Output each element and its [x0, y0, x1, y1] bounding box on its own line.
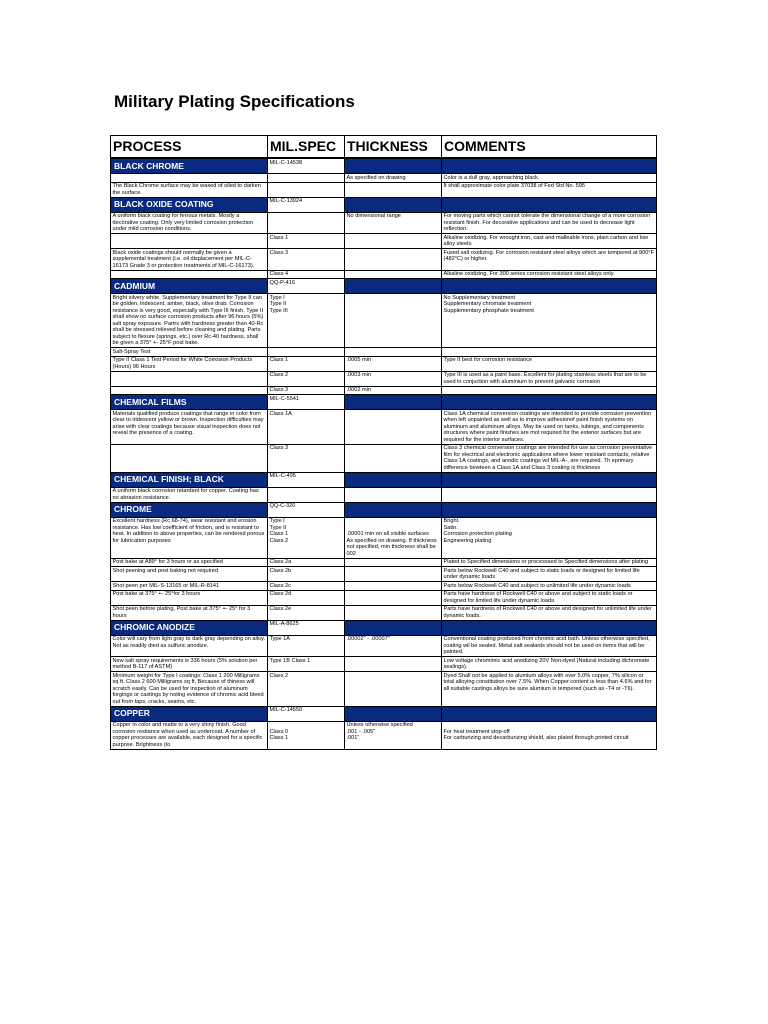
table-row [111, 635, 657, 657]
section-bar [442, 395, 657, 410]
thickness-cell [345, 444, 442, 472]
comments-cell [442, 487, 657, 502]
section-spec: MIL-C-13924 [268, 197, 345, 212]
table-row [111, 657, 657, 672]
comments-cell: Parts have hardness of Rockwell C40 or above and subject to static loads or designed for limited life under dynamic loads. [442, 590, 657, 605]
process-cell: Excellent hardness (Rc 68-74), wear resistant and erosion resistance. Has low coefficient of friction, and is resistant to heat. In addition to above properties, can be rendered porous for lubrication purposes [111, 517, 268, 558]
thickness-cell: .0002 min [345, 386, 442, 395]
table-row [111, 444, 657, 472]
section-bar [442, 158, 657, 174]
process-cell [111, 234, 268, 249]
table-row [111, 672, 657, 707]
section-bar [345, 472, 442, 487]
table-row [111, 410, 657, 445]
process-cell: Shot peen before plating, Post bake at 375° +- 25° for 3 hours [111, 605, 268, 620]
thickness-cell: .00001 min on all visible surfaces As specified on drawing. If thickness not specified, min thickness shall be 002 [345, 517, 442, 558]
spec-cell [268, 174, 345, 183]
process-cell: Minimum weight for Type I coatings: Class 1 200 Milligrams sq ft. Class 2 600 Milligrams sq ft. Because of thiness will scratch easily. Can be used for inspection of aluminum forgings or castings by noting evidence of chromic acid bleed out from taps, cracks, seams, etc. [111, 672, 268, 707]
comments-cell: Parts have hardness of Rockwell C40 or above and designed for unlimited life under dynamic loads. [442, 605, 657, 620]
section-bar [442, 620, 657, 635]
spec-cell: Type I Type II Type III [268, 294, 345, 348]
comments-cell [442, 386, 657, 395]
table-row [111, 182, 657, 197]
section-bar [345, 706, 442, 721]
section-header-row [111, 197, 657, 212]
table-row [111, 590, 657, 605]
spec-cell: Class 2c [268, 582, 345, 591]
thickness-cell [345, 234, 442, 249]
thickness-cell [345, 657, 442, 672]
thickness-cell [345, 270, 442, 279]
comments-cell: Parts below Rockwell C40 and subject to static loads or designed for limited life under dynamic loads [442, 567, 657, 582]
process-cell: A uniform black corrosion retardant for copper. Coating has no abrasion resistance. [111, 487, 268, 502]
section-name: COPPER [111, 706, 268, 721]
thickness-cell [345, 590, 442, 605]
thickness-cell [345, 672, 442, 707]
table-row [111, 294, 657, 348]
table-row [111, 270, 657, 279]
spec-cell [268, 212, 345, 234]
section-bar [345, 502, 442, 517]
process-cell: New salt spray requirements is 336 hours (5% solution per method B-117 of ASTM) [111, 657, 268, 672]
page-title: Military Plating Specifications [114, 92, 355, 111]
spec-body [111, 158, 657, 749]
section-header-row [111, 472, 657, 487]
spec-cell: Class 0 Class 1 [268, 721, 345, 749]
header-comments: COMMENTS [442, 136, 657, 159]
section-spec: MIL-C-14550 [268, 706, 345, 721]
table-row [111, 356, 657, 371]
comments-cell: No Supplementary treatment Supplementary chromate treatment Supplementary phosphate treatment [442, 294, 657, 348]
spec-cell: Class 1A [268, 410, 345, 445]
section-name: BLACK OXIDE COATING [111, 197, 268, 212]
section-header-row [111, 620, 657, 635]
table-row [111, 517, 657, 558]
section-name: CHROME [111, 502, 268, 517]
process-cell: Black oxide coatings should normally be given a supplemental treatment (i.e. oil displacement per MIL-C-16173 Grade 3 or protection treatments of MIL-C-16173). [111, 249, 268, 271]
comments-cell: Dyed Shall not be applied to alumium alloys with over 5.0% copper, 7% silicon or total alloying constitution over 7.5%. When Copper content is less than 4.6% and for all suitable castings alloys be sure alumium is tempered (such as -T4 or -T6). [442, 672, 657, 707]
comments-cell: Plated to Specified dimensions or processsed to Specified dimensions after plating [442, 558, 657, 567]
table-row [111, 721, 657, 749]
process-cell [111, 444, 268, 472]
thickness-cell [345, 294, 442, 348]
section-name: CHEMICAL FILMS [111, 395, 268, 410]
comments-cell: For heat treatment stop-off For carburizing and decarburizing shield, also plated through printed circuit [442, 721, 657, 749]
process-cell: Type II Class 1 Test Period for White Corrosion Products (Hours) 96 Hours [111, 356, 268, 371]
section-spec: QQ-P-416 [268, 279, 345, 294]
process-cell: Post bake at 375° +- 25°for 3 hours [111, 590, 268, 605]
thickness-cell [345, 348, 442, 357]
section-bar [442, 502, 657, 517]
spec-cell: Class 1 [268, 234, 345, 249]
section-header-row [111, 395, 657, 410]
table-row [111, 487, 657, 502]
comments-cell: It shall approximate color plate 37038 of Fed Std No. 595 [442, 182, 657, 197]
spec-cell: Class 3 [268, 444, 345, 472]
section-spec: MIL-C-495 [268, 472, 345, 487]
spec-cell: Type I Type II Class 1 Class 2 [268, 517, 345, 558]
section-header-row [111, 158, 657, 174]
section-bar [345, 279, 442, 294]
thickness-cell: .0005 min [345, 356, 442, 371]
section-spec: MIL-A-8625 [268, 620, 345, 635]
section-bar [442, 197, 657, 212]
table-row [111, 371, 657, 386]
process-cell [111, 371, 268, 386]
table-row [111, 174, 657, 183]
table-row [111, 249, 657, 271]
process-cell: Salt-Spray Test [111, 348, 268, 357]
section-header-row [111, 279, 657, 294]
section-name: CHROMIC ANODIZE [111, 620, 268, 635]
spec-cell: Class 2 [268, 371, 345, 386]
thickness-cell [345, 249, 442, 271]
section-bar [345, 197, 442, 212]
comments-cell: Type III is used as a paint base. Excellent for plating stainless steels that are to be used in conjuction with aluminium to prevent galvanic corrosion [442, 371, 657, 386]
process-cell [111, 174, 268, 183]
spec-cell: Class 2e [268, 605, 345, 620]
process-cell: A uniform black coating for ferrous metals. Mostly a decorative coating. Only very limited corrosion protection under mild corrosion conditions. [111, 212, 268, 234]
thickness-cell [345, 558, 442, 567]
comments-cell: Bright. Satin. Corrosion protection plating Engineering plating [442, 517, 657, 558]
section-name: CHEMICAL FINISH; BLACK [111, 472, 268, 487]
spec-cell: Class 2 [268, 672, 345, 707]
comments-cell: Alkaline oxidizing. For wrought iron, cast and malleable irons, plain carbon and low alloy steels. [442, 234, 657, 249]
process-cell: Post bake at A89° for 3 hours or as specified [111, 558, 268, 567]
section-name: BLACK CHROME [111, 158, 268, 174]
process-cell: Shot peen per MIL-S-13165 or MIL-R-8141 [111, 582, 268, 591]
spec-cell [268, 182, 345, 197]
thickness-cell: Unless otherwise specified .001 - .005" .001" [345, 721, 442, 749]
section-header-row [111, 502, 657, 517]
spec-cell: Class 1 [268, 356, 345, 371]
thickness-cell: .00002" - .00007" [345, 635, 442, 657]
section-header-row [111, 706, 657, 721]
process-cell: Materials qualified produce coatings that range in color from clear to iridescent yellow or brown. Inspection difficulties may arise with clear coatings because visual inspection does not reveal the presence of a coating. [111, 410, 268, 445]
comments-cell: Alkaline oxidizing. For 300 series corrosion resistant steel alloys only. [442, 270, 657, 279]
thickness-cell: No dimensional range [345, 212, 442, 234]
thickness-cell: As specified on drawing [345, 174, 442, 183]
process-cell: Color will cary from light gray to dark gray depending on alloy. Not as readily died as sulfuric anodize. [111, 635, 268, 657]
comments-cell: Type II best for corrosion resistance [442, 356, 657, 371]
section-spec: QQ-C-320 [268, 502, 345, 517]
spec-cell: Class 2b [268, 567, 345, 582]
comments-cell: Conventional coating produced from chromic acid bath. Unless otherwise specified, coating wil be sealed. Metal salt sealants should not be used on items that will be painted. [442, 635, 657, 657]
thickness-cell [345, 605, 442, 620]
comments-cell: For moving parts which cannot tolerate the dimensional change of a more corrosion resistant finish. For decorative applications and can be used to decrease light reflection. [442, 212, 657, 234]
spec-cell: Class 2a [268, 558, 345, 567]
section-name: CADMIUM [111, 279, 268, 294]
thickness-cell [345, 582, 442, 591]
table-row [111, 582, 657, 591]
spec-cell [268, 487, 345, 502]
spec-cell: Type 1A [268, 635, 345, 657]
spec-cell: Class 2d [268, 590, 345, 605]
section-spec: MIL-C-14538 [268, 158, 345, 174]
process-cell: The Black Chrome surface may be waxed of oiled to darken the surface. [111, 182, 268, 197]
thickness-cell [345, 487, 442, 502]
comments-cell [442, 348, 657, 357]
comments-cell: Fused salt oxidizing. For corrosion resistant steel alloys which are tempered at 900°F (482°C) or higher. [442, 249, 657, 271]
thickness-cell [345, 182, 442, 197]
section-bar [345, 620, 442, 635]
process-cell [111, 386, 268, 395]
process-cell [111, 270, 268, 279]
spec-cell [268, 348, 345, 357]
section-bar [442, 279, 657, 294]
table-row [111, 234, 657, 249]
header-mil-spec: MIL.SPEC [268, 136, 345, 159]
table-row [111, 212, 657, 234]
thickness-cell [345, 410, 442, 445]
section-bar [345, 395, 442, 410]
comments-cell: Parts below Rockwell C40 and subject to unlimited life under dynamic loads [442, 582, 657, 591]
header-row [111, 136, 657, 159]
comments-cell: Low voltage chromimic acid anodizing 20V Non-dyed (Natural including dichromate sealings). [442, 657, 657, 672]
comments-cell: Color is a dull gray, approaching black. [442, 174, 657, 183]
comments-cell: Class 1A chemical conversion coatings are intended to provide corrosion prevention when left unpainted as well as to improve adhesionof paint finish systems on aluminum and aluminum alloys. May be used on tanks, tubings, and components structures where paint finishes are mot required for the exterior surfaces but are required for the interior surfaces. [442, 410, 657, 445]
table-row [111, 386, 657, 395]
table-row [111, 348, 657, 357]
table-row [111, 558, 657, 567]
spec-cell: Class 4 [268, 270, 345, 279]
spec-cell: Type 1B Class 1 [268, 657, 345, 672]
header-thickness: THICKNESS [345, 136, 442, 159]
table-row [111, 605, 657, 620]
comments-cell: Class 3 chemical conversion coatings are intended for use as corrosion preventative film for electrical and electronic applications where lower resistant contacts, relative Class 1A coatings, and anodic coatings wil MIL-A-, are required. Th eprimary difference bewteen a Class 1A and Class 3 coating is thickness [442, 444, 657, 472]
section-bar [442, 706, 657, 721]
header-process: PROCESS [111, 136, 268, 159]
process-cell: Shot peening and post baking not required [111, 567, 268, 582]
section-spec: MIL-C-5541 [268, 395, 345, 410]
section-bar [442, 472, 657, 487]
process-cell: Bright silvery white. Supplementary treatment for Type II can be golden, iridescent, amber, black, olive drab. Corrosion resistance is very good, especially with Type III finish. Type II shall show no surface corrosion products after 96 hours (5%) salt spray exposure. Partrs with hardness greater than 40-Rc shall be stressed relieved before cleaning and plating. Parts subject to flexure (springs, etc.) over Rc-40 hardness, shall be given a 375° +- 25°F post bake. [111, 294, 268, 348]
thickness-cell [345, 567, 442, 582]
table-row [111, 567, 657, 582]
process-cell: Copper in color and matte to a very shiny finish. Good corrosion restiance when used as undercoat. A number of copper processes are available, each designed for a specific purpose. Brightness (to [111, 721, 268, 749]
spec-table [110, 135, 657, 750]
thickness-cell: .0003 min [345, 371, 442, 386]
section-bar [345, 158, 442, 174]
spec-cell: Class 3 [268, 386, 345, 395]
spec-cell: Class 3 [268, 249, 345, 271]
